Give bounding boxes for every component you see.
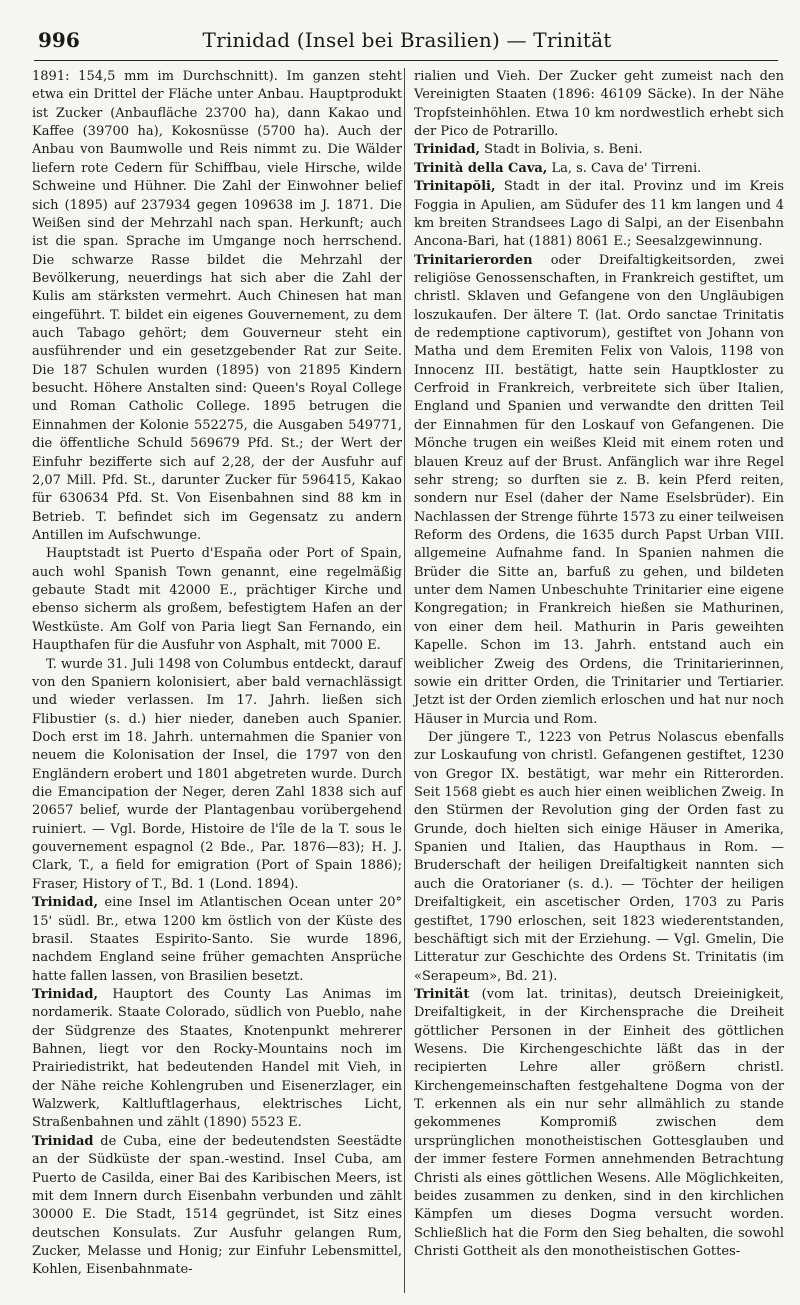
running-head: Trinidad (Insel bei Brasilien) — Trinität [202, 28, 612, 52]
dictionary-entry [414, 160, 784, 178]
entry-text: La, s. Cava de' Tirreni. [547, 160, 702, 176]
dictionary-entry [32, 1133, 402, 1280]
dictionary-entry [32, 986, 402, 1133]
entry-text: eine Insel im Atlantischen Ocean unter 20° 15' südl. Br., etwa 1200 km östlich von der Küste des brasil. Staates Espirito-Santo. Sie wurde 1896, nachdem England seine früher gemachten Ansprüche hatte fallen lassen, von Brasilien besetzt. [32, 895, 402, 984]
left-column [32, 68, 402, 1280]
entry-text: de Cuba, eine der bedeutendsten Seestädte an der Südküste der span.-westind. Insel Cuba, am Puerto de Casilda, einer Bai des Karibischen Meers, ist mit dem Innern durch Eisenbahn verbunden und zählt 30000 E. Die Stadt, 1514 gegründet, ist Sitz eines deutschen Konsulats. Zur Ausfuhr gelangen Rum, Zucker, Melasse und Honig; zur Einfuhr Lebensmittel, Kohlen, Eisenbahnmate- [32, 1133, 402, 1278]
paragraph: T. wurde 31. Juli 1498 von Columbus entdeckt, darauf von den Spaniern kolonisiert, aber bald vernachlässigt und wieder verlassen. Im 17. Jahrh. ließen sich Flibustier (s. d.) hier nieder, daneben auch Spanier. Doch erst im 18. Jahrh. unternahmen die Spanier von neuem die Kolonisation der Insel, die 1797 von den Engländern erobert und 1801 abgetreten wurde. Durch die Emancipation der Neger, deren Zahl 1838 sich auf 20657 belief, wurde der Plantagenbau vorübergehend ruiniert. — Vgl. Borde, Histoire de l'île de la T. sous le gouvernement espagnol (2 Bde., Par. 1876—83); H. J. Clark, T., a field for emigration (Port of Spain 1886); Fraser, History of T., Bd. 1 (Lond. 1894). [32, 656, 402, 892]
dictionary-entry [414, 178, 784, 251]
entry-text: Stadt in Bolivia, s. Beni. [480, 142, 643, 158]
entry-headword: Trinidad, [414, 142, 481, 158]
paragraph: 1891: 154,5 mm im Durchschnitt). Im ganzen steht etwa ein Drittel der Fläche unter Anbau. Hauptprodukt ist Zucker (Anbaufläche 23700 ha), dann Kakao und Kaffee (39700 ha), Kokosnüsse (5700 ha). Auch der Anbau von Baumwolle und Reis nimmt zu. Die Wälder liefern rote Cedern für Schiffbau, viele Hirsche, wilde Schweine und Hühner. Die Zahl der Einwohner belief sich (1895) auf 237934 gegen 109638 im J. 1871. Die Weißen sind der Mehrzahl nach span. Herkunft; auch ist die span. Sprache im Umgange noch herrschend. Die schwarze Rasse bildet die Mehrzahl der Bevölkerung, neuerdings hat sich aber die Zahl der Kulis am stärksten vermehrt. Auch Chinesen hat man eingeführt. T. bildet ein eigenes Gouvernement, zu dem auch Tabago gehört; dem Gouverneur steht ein ausführender und ein gesetzgebender Rat zur Seite. Die 187 Schulen wurden (1895) von 21895 Kindern besucht. Höhere Anstalten sind: Queen's Royal College und Roman Catholic College. 1895 betrugen die Einnahmen der Kolonie 552275, die Ausgaben 549771, die öffentliche Schuld 569679 Pfd. St.; der Wert der Einfuhr bezifferte sich auf 2,28, der der Ausfuhr auf 2,07 Mill. Pfd. St., darunter Zucker für 596415, Kakao für 630634 Pfd. St. Von Eisenbahnen sind 88 km in Betrieb. T. befindet sich im Gegensatz zu andern Antillen im Aufschwunge. [32, 69, 402, 543]
column-divider [404, 68, 405, 1293]
right-column [414, 68, 784, 1261]
page-header [38, 22, 776, 58]
paragraph: Der jüngere T., 1223 von Petrus Nolascus ebenfalls zur Loskaufung von christl. Gefangenen gestiftet, 1230 von Gregor IX. bestätigt, war mehr ein Ritterorden. Seit 1568 giebt es auch hier einen weiblichen Zweig. In den Stürmen der Revolution ging der Orden fast zu Grunde, doch hielten sich einige Häuser in Amerika, Spanien und Italien, das Haupthaus in Rom. — Bruderschaft der heiligen Dreifaltigkeit nannten sich auch die Oratorianer (s. d.). — Töchter der heiligen Dreifaltigkeit, ein ascetischer Orden, 1703 zu Paris gestiftet, 1790 erloschen, seit 1823 wiederentstanden, beschäftigt sich mit der Erziehung. — Vgl. Gmelin, Die Litteratur zur Geschichte des Ordens St. Trinitatis (im «Serapeum», Bd. 21). [414, 729, 784, 984]
entry-text: Stadt in der ital. Provinz und im Kreis Foggia in Apulien, am Südufer des 11 km langen und 4 km breiten Strandsees Lago di Salpi, an der Eisenbahn Ancona-Bari, hat (1881) 8061 E.; Seesalzgewinnung. [414, 179, 784, 250]
header-rule [34, 60, 778, 61]
entry-headword: Trinità della Cava, [414, 160, 548, 176]
entry-text: (vom lat. trinitas), deutsch Dreieinigkeit, Dreifaltigkeit, in der Kirchensprache die Dreiheit göttlicher Personen in der Einheit des göttlichen Wesens. Die Kirchengeschichte läßt das in der recipierten Lehre aller größern christl. Kirchengemeinschaften festgehaltene Dogma von der T. erkennen als ein nur sehr allmählich zu stande gekommenes Kompromiß zwischen dem ursprünglichen monotheistischen Gottesglauben und der immer festere Formen annehmenden Betrachtung Christi als eines göttlichen Wesens. Alle Möglichkeiten, beides zusammen zu denken, sind in den kirchlichen Kämpfen um dieses Dogma versucht worden. Schließlich hat die Form den Sieg behalten, die sowohl Christi Gottheit als den monotheistischen Gottes- [414, 986, 784, 1259]
entry-headword: Trinidad [32, 1133, 94, 1149]
dictionary-entry [414, 986, 784, 1261]
entry-headword: Trinitapŏli, [414, 179, 496, 195]
paragraph: rialien und Vieh. Der Zucker geht zumeist nach den Vereinigten Staaten (1896: 46109 Säcke). In der Nähe Tropfsteinhöhlen. Etwa 10 km nordwestlich erhebt sich der Pico de Potrarillo. [414, 69, 784, 140]
dictionary-entry [414, 252, 784, 729]
entry-text: oder Dreifaltigkeitsorden, zwei religiöse Genossenschaften, in Frankreich gestiftet, um christl. Sklaven und Gefangene von den Ungläubigen loszukaufen. Der ältere T. (lat. Ordo sanctae Trinitatis de redemptione captivorum), gestiftet von Johann von Matha und dem Eremiten Felix von Valois, 1198 von Innocenz III. bestätigt, hatte sein Hauptkloster zu Cerfroid in Frankreich, verbreitete sich über Italien, England und Spanien und verwandte den dritten Teil der Einnahmen für den Loskauf von Gefangenen. Die Mönche trugen ein weißes Kleid mit einem roten und blauen Kreuz auf der Brust. Anfänglich war ihre Regel sehr streng; so durften sie z. B. kein Pferd reiten, sondern nur Esel (daher der Name Eselsbrüder). Ein Nachlassen der Strenge führte 1573 zu einer teilweisen Reform des Ordens, die 1635 durch Papst Urban VIII. allgemeine Aufnahme fand. In Spanien nahmen die Brüder die Sitte an, barfuß zu gehen, und bildeten unter dem Namen Unbeschuhte Trinitarier eine eigene Kongregation; in Frankreich hießen sie Mathurinen, von einer dem heil. Mathurin in Paris geweihten Kapelle. Schon im 13. Jahrh. entstand auch ein weiblicher Zweig des Ordens, die Trinitarierinnen, sowie ein dritter Orden, die Trinitarier und Tertiarier. Jetzt ist der Orden ziemlich erloschen und hat nur noch Häuser in Murcia und Rom. [414, 252, 784, 727]
dictionary-entry [414, 141, 784, 159]
entry-text: Hauptort des County Las Animas im nordamerik. Staate Colorado, südlich von Pueblo, nahe der Südgrenze des Staates, Knotenpunkt mehrerer Bahnen, liegt vor den Rocky-Mountains noch im Prairiedistrikt, hat bedeutenden Handel mit Vieh, in der Nähe reiche Kohlengruben und Eisenerzlager, ein Walzwerk, Kaltluftlagerhaus, elektrisches Licht, Straßenbahnen und zählt (1890) 5523 E. [32, 986, 402, 1131]
page-number: 996 [38, 28, 80, 52]
paragraph: Hauptstadt ist Puerto d'España oder Port of Spain, auch wohl Spanish Town genannt, eine regelmäßig gebaute Stadt mit 42000 E., prächtiger Kirche und ebenso sicherm als großem, befestigtem Hafen an der Westküste. Am Golf von Paria liegt San Fernando, ein Haupthafen für die Ausfuhr von Asphalt, mit 7000 E. [32, 546, 402, 654]
entry-headword: Trinidad, [32, 895, 99, 911]
entry-headword: Trinitarierorden [414, 252, 533, 268]
entry-headword: Trinidad, [32, 986, 99, 1002]
entry-headword: Trinität [414, 986, 470, 1002]
dictionary-entry [32, 894, 402, 986]
